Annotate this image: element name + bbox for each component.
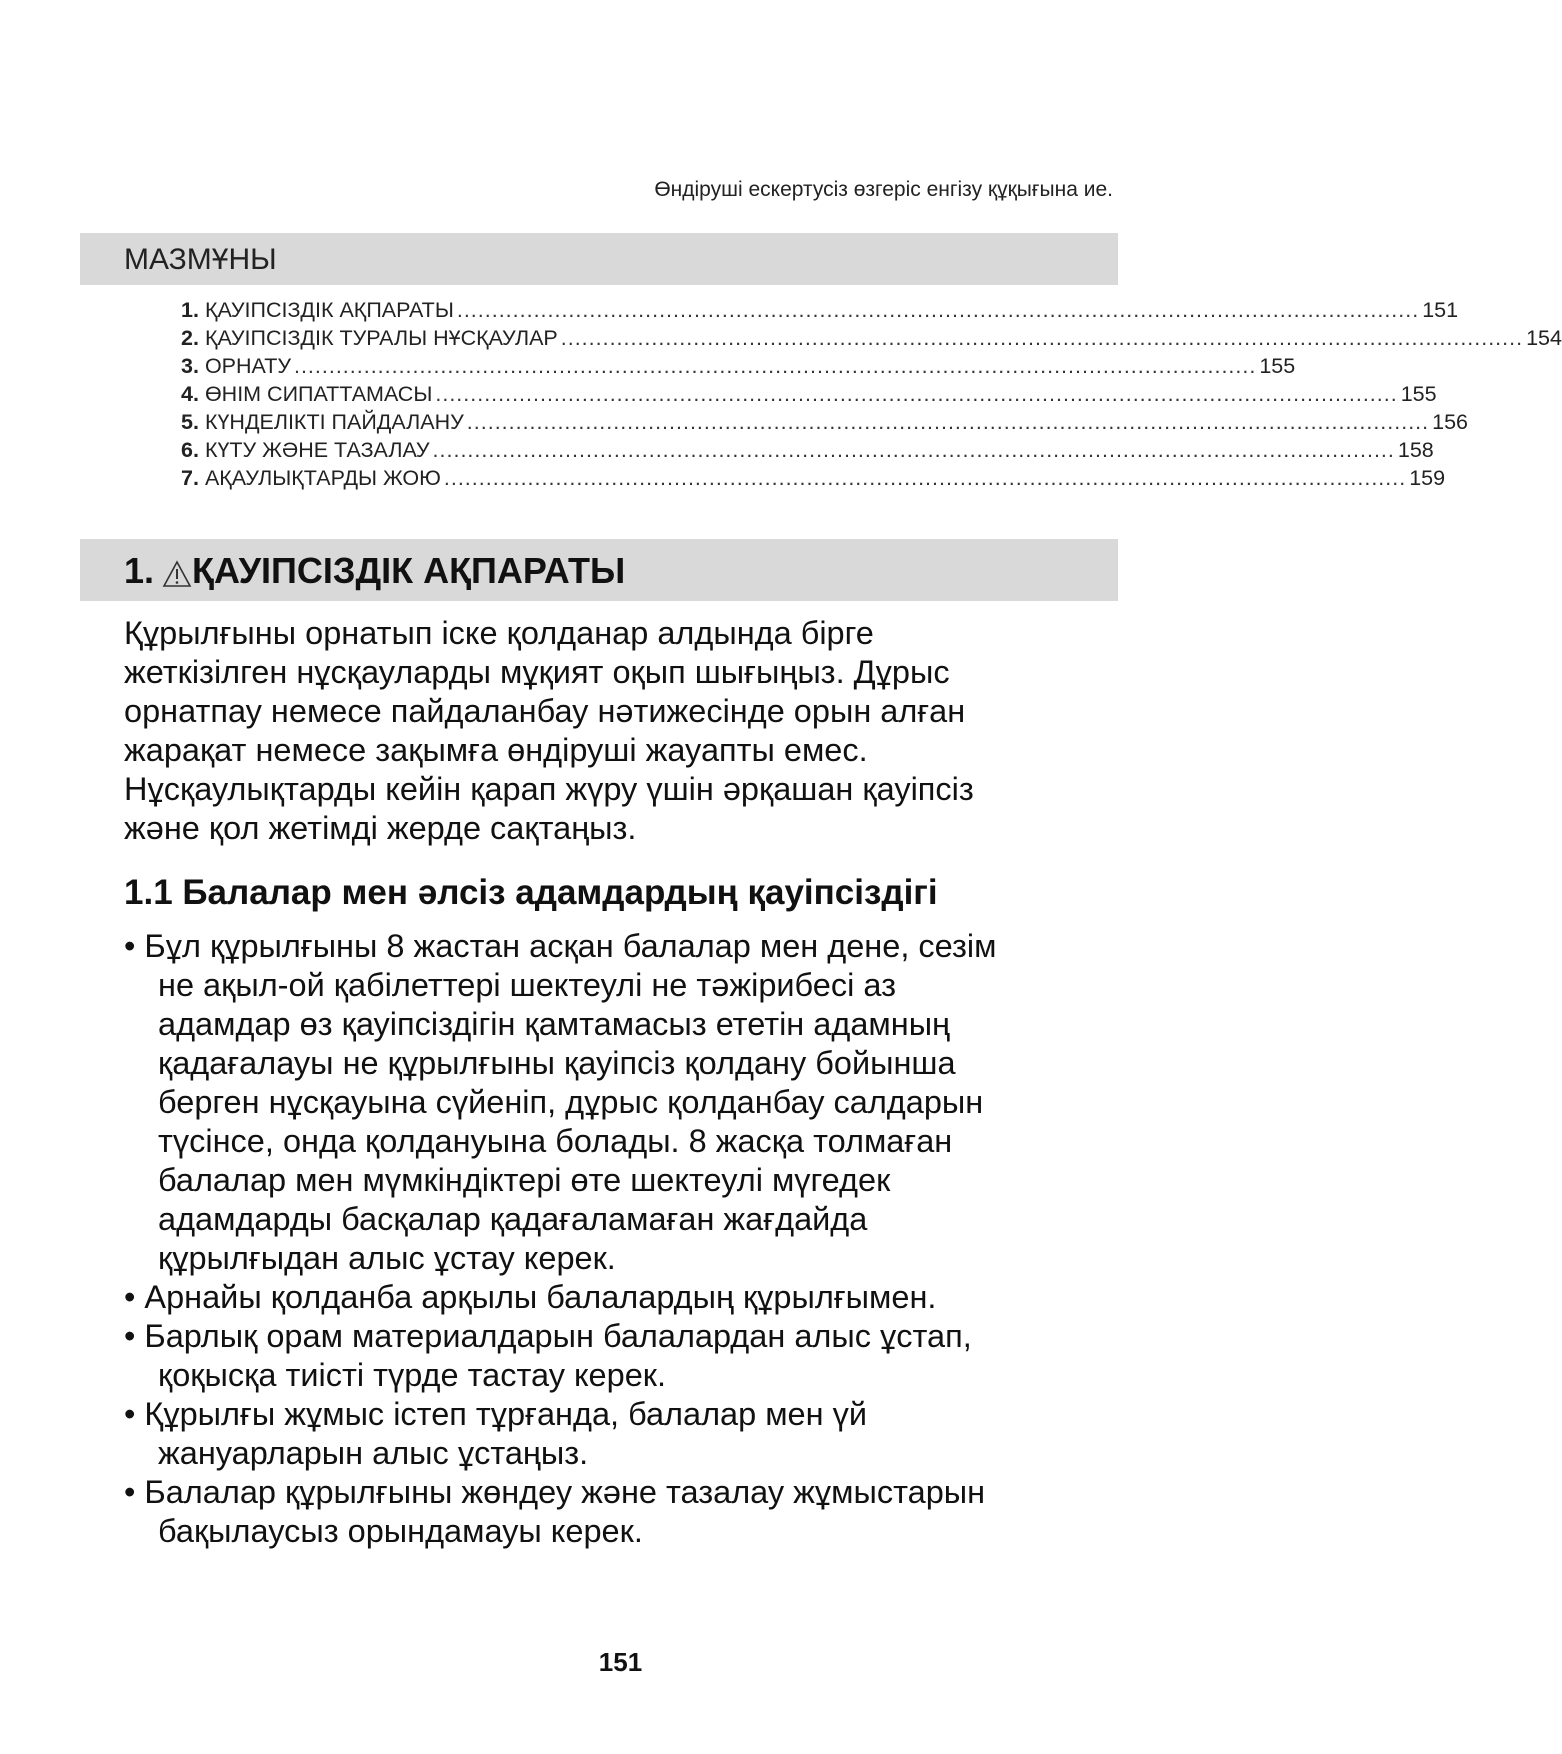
bullet-line: қадағалауы не құрылғыны қауіпсіз қолдану бойынша (158, 1045, 956, 1081)
toc-entry-label: КҮНДЕЛІКТІ ПАЙДАЛАНУ (204, 410, 464, 434)
toc-entry-label: ҚАУІПСІЗДІК ТУРАЛЫ НҰСҚАУЛАР (204, 326, 558, 350)
page-number: 151 (598, 1647, 643, 1677)
intro-paragraph (124, 614, 1124, 848)
toc-leader-dots: .......................................................................................................................................... (443, 466, 1407, 490)
subsection-title: 1.1 Балалар мен әлсіз адамдардың қауіпсіздігі (124, 873, 938, 912)
toc-entry-number: 6. (181, 438, 199, 462)
list-item (124, 1473, 1124, 1551)
bullet-line: берген нұсқауына сүйеніп, дұрыс қолданбау салдарын (158, 1084, 984, 1120)
section-title-text: ҚАУІПСІЗДІК АҚПАРАТЫ (192, 550, 626, 591)
table-of-contents (181, 298, 1562, 494)
toc-entry-label: ҚАУІПСІЗДІК АҚПАРАТЫ (204, 298, 454, 322)
toc-leader-dots: .......................................................................................................................................... (466, 410, 1430, 434)
toc-entry-page: 159 (1409, 466, 1446, 490)
toc-leader-dots: .......................................................................................................................................... (435, 382, 1398, 406)
toc-entry-number: 2. (181, 326, 199, 350)
intro-line: жеткізілген нұсқауларды мұқият оқып шығыңыз. Дұрыс (124, 654, 950, 690)
toc-leader-dots: .......................................................................................................................................... (560, 326, 1524, 350)
bullet-line: адамдарды басқалар қадағаламаған жағдайда (158, 1201, 868, 1237)
toc-entry[interactable] (181, 354, 1296, 382)
toc-entry-number: 4. (181, 382, 199, 406)
bullet-line: • Барлық орам материалдарын балалардан алыс ұстап, (124, 1318, 972, 1354)
intro-line: орнатпау немесе пайдаланбау нәтижесінде орын алған (124, 693, 966, 729)
bullet-line: • Балалар құрылғыны жөндеу және тазалау жұмыстарын (124, 1474, 986, 1510)
bullet-line: түсінсе, онда қолдануына болады. 8 жасқа толмаған (158, 1123, 953, 1159)
list-item (124, 927, 1124, 1278)
warning-triangle-icon (162, 555, 192, 583)
list-item (124, 1395, 1124, 1473)
toc-entry-label: АҚАУЛЫҚТАРДЫ ЖОЮ (204, 466, 441, 490)
toc-entry-page: 155 (1259, 354, 1296, 378)
toc-entry-label: ОРНАТУ (204, 354, 291, 378)
toc-leader-dots: .......................................................................................................................................... (293, 354, 1257, 378)
toc-entry-label: ӨНІМ СИПАТТАМАСЫ (204, 382, 433, 406)
toc-entry-page: 156 (1432, 410, 1468, 434)
toc-entry[interactable] (181, 438, 1434, 466)
toc-entry-page: 158 (1397, 438, 1434, 462)
bullet-line: жануарларын алыс ұстаңыз. (158, 1435, 589, 1471)
list-item (124, 1317, 1124, 1395)
bullet-list (124, 927, 1124, 1551)
list-item (124, 1278, 1124, 1317)
manufacturer-notice: Өндіруші ескертусіз өзгеріс енгізу құқығына ие. (654, 178, 1113, 201)
bullet-line: не ақыл-ой қабілеттері шектеулі не тәжірибесі аз (158, 967, 896, 1003)
bullet-line: • Бұл құрылғыны 8 жастан асқан балалар мен дене, сезім (124, 928, 997, 964)
toc-title: МАЗМҰНЫ (124, 243, 277, 276)
bullet-line: қоқысқа тиісті түрде тастау керек. (158, 1357, 667, 1393)
toc-header-band (80, 233, 1118, 285)
toc-entry-page: 154 (1526, 326, 1562, 350)
intro-line: жарақат немесе зақымға өндіруші жауапты емес. (124, 732, 868, 768)
toc-entry[interactable] (181, 466, 1446, 494)
toc-entry-page: 151 (1422, 298, 1459, 322)
toc-entry-label: КҮТУ ЖӘНЕ ТАЗАЛАУ (204, 438, 430, 462)
intro-line: және қол жетімді жерде сақтаңыз. (124, 810, 637, 846)
section-header-band (80, 539, 1118, 601)
section-number: 1. (124, 550, 155, 591)
toc-entry-page: 155 (1400, 382, 1437, 406)
bullet-line: • Арнайы қолданба арқылы балалардың құрылғымен. (124, 1279, 937, 1315)
toc-entry[interactable] (181, 326, 1562, 354)
bullet-line: адамдар өз қауіпсіздігін қамтамасыз ететін адамның (158, 1006, 950, 1042)
bullet-line: балалар мен мүмкіндіктері өте шектеулі мүгедек (158, 1162, 891, 1198)
toc-entry[interactable] (181, 382, 1437, 410)
toc-entry[interactable] (181, 298, 1459, 326)
bullet-line: • Құрылғы жұмыс істеп тұрғанда, балалар мен үй (124, 1396, 868, 1432)
toc-entry[interactable] (181, 410, 1468, 438)
bullet-line: бақылаусыз орындамауы керек. (158, 1513, 643, 1549)
toc-leader-dots: .......................................................................................................................................... (456, 298, 1420, 322)
intro-line: Нұсқаулықтарды кейін қарап жүру үшін әрқашан қауіпсіз (124, 771, 974, 807)
toc-leader-dots: .......................................................................................................................................... (432, 438, 1395, 462)
toc-entry-number: 3. (181, 354, 199, 378)
toc-entry-number: 1. (181, 298, 199, 322)
section-title (124, 550, 625, 592)
toc-entry-number: 5. (181, 410, 199, 434)
intro-line: Құрылғыны орнатып іске қолданар алдында бірге (124, 615, 874, 651)
bullet-line: құрылғыдан алыс ұстау керек. (158, 1240, 616, 1276)
toc-entry-number: 7. (181, 466, 199, 490)
